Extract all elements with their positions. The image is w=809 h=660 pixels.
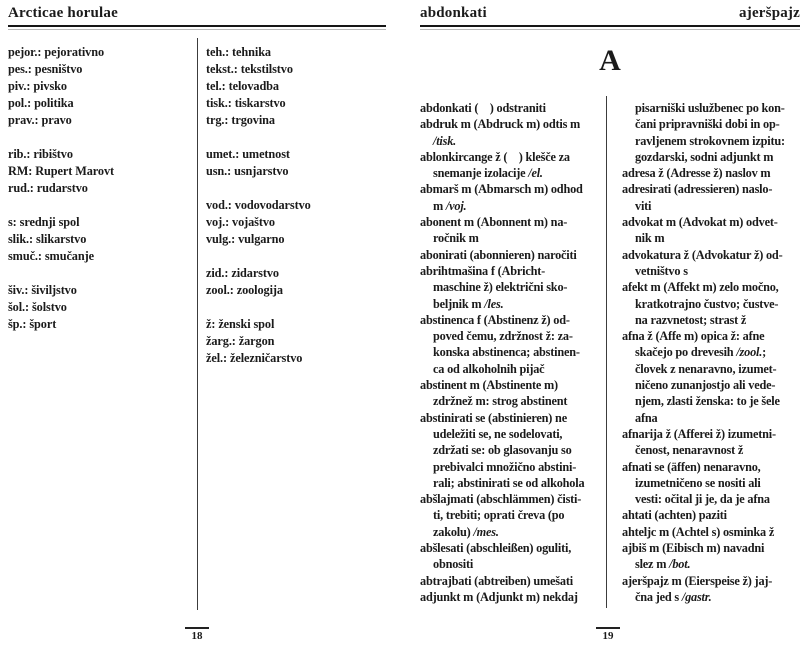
entry-continuation-line — [420, 361, 602, 377]
abbreviation-key: pol.: — [8, 96, 35, 110]
abbreviation-entry — [206, 333, 311, 350]
headword-text: abmarš — [420, 182, 459, 197]
abbreviation-key: smuč.: — [8, 249, 45, 263]
entry-text: čani pripravniški dobi in op- — [635, 117, 780, 132]
entry-column-2 — [622, 100, 800, 605]
headword-text: afekt — [622, 280, 648, 295]
abbreviation-value: zoologija — [236, 283, 283, 297]
entry-text: ravljenem strokovnem izpitu: — [635, 133, 785, 148]
abbreviation-key: vod.: — [206, 198, 235, 212]
abbreviation-key: usn.: — [206, 164, 235, 178]
abbreviation-group — [206, 197, 311, 248]
abbreviation-value: pejorativno — [44, 45, 105, 59]
entry-text: ( ) odstraniti — [471, 101, 546, 115]
abbreviation-value: pesništvo — [34, 62, 83, 76]
abbreviation-value: tiskarstvo — [234, 96, 286, 110]
left-running-head — [8, 4, 386, 22]
entry-text: slez m — [635, 557, 670, 572]
entry-headword-line — [622, 328, 800, 344]
entry-text: ti, trebiti; oprati čreva (po — [433, 508, 565, 523]
abbreviation-key: pes.: — [8, 62, 35, 76]
entry-continuation-line — [420, 524, 602, 540]
entry-text: (abonnieren) naročiti — [466, 247, 577, 262]
entry-continuation-line — [420, 459, 602, 475]
entry-headword-line — [420, 247, 602, 263]
entry-headword-line — [420, 573, 602, 589]
abbreviation-entry — [8, 78, 197, 95]
abbreviation-value: vodovodarstvo — [234, 198, 311, 212]
entry-continuation-line — [622, 410, 800, 426]
entry-text: ž ( ) klešče za — [492, 149, 570, 164]
entry-headword-line — [622, 540, 800, 556]
abbreviation-value: vojaštvo — [232, 215, 275, 229]
left-header-rule — [8, 25, 386, 27]
right-page-footer — [593, 627, 623, 643]
abbreviation-value: smučanje — [44, 249, 94, 263]
field-label-text: /tisk. — [433, 133, 457, 148]
entry-continuation-line — [622, 589, 800, 605]
field-label-text: /gastr. — [681, 589, 712, 604]
abbreviation-value: tekstilstvo — [240, 62, 293, 76]
entry-headword-line — [420, 116, 602, 132]
entry-text: m (Eibisch m) navadni — [646, 541, 765, 556]
section-letter-a: A — [599, 44, 621, 77]
entry-text: m (Advokat m) odvet- — [662, 215, 778, 230]
abbreviation-key: tel.: — [206, 79, 229, 93]
field-label-text: /el. — [528, 166, 543, 181]
right-header-last-word: ajeršpajz — [739, 5, 800, 21]
abbreviation-entry — [8, 61, 197, 78]
entry-headword-line — [420, 540, 602, 556]
abbreviation-key: prav.: — [8, 113, 42, 127]
left-page-column-divider — [197, 38, 198, 610]
entry-text: izumetničeno se nositi ali — [635, 475, 761, 490]
abbreviation-entry — [8, 163, 197, 180]
right-page — [420, 4, 800, 605]
abbreviation-group — [8, 44, 197, 129]
abbreviation-column-1 — [8, 44, 197, 384]
entry-text: m (Abstinente m) — [466, 378, 558, 393]
abbreviation-entry — [8, 282, 197, 299]
entry-text: kratkotrajno čustvo; čustve- — [635, 296, 779, 311]
entry-headword-line — [622, 214, 800, 230]
entry-continuation-line — [420, 279, 602, 295]
headword-text: abrihtmašina — [420, 263, 488, 278]
abbreviation-value: pivsko — [33, 79, 67, 93]
entry-continuation-line — [420, 442, 602, 458]
abbreviation-entry — [206, 197, 311, 214]
entry-headword-line — [622, 181, 800, 197]
entry-text: pisarniški uslužbenec po kon- — [635, 101, 785, 115]
abbreviation-group — [8, 214, 197, 265]
abbreviation-value: šolstvo — [32, 300, 67, 314]
entry-text: ročnik m — [433, 231, 479, 246]
entry-text: m — [433, 198, 446, 213]
abbreviation-key: šiv.: — [8, 283, 32, 297]
abbreviation-group — [206, 316, 311, 367]
right-footer-rule — [596, 627, 620, 629]
entry-text: poved čemu, zdržnost ž: za- — [433, 329, 573, 344]
entry-continuation-line — [622, 393, 800, 409]
entry-text: m (Achtel s) osminka ž — [656, 524, 775, 539]
entry-headword-line — [420, 410, 602, 426]
entry-headword-line — [420, 377, 602, 393]
entry-headword-line — [420, 589, 602, 605]
entry-headword-line — [622, 459, 800, 475]
entry-continuation-line — [622, 556, 800, 572]
headword-text: abdruk — [420, 117, 458, 132]
abbreviation-entry — [206, 112, 311, 129]
abbreviation-entry — [206, 231, 311, 248]
abbreviation-entry — [8, 95, 197, 112]
abbreviation-key: žel.: — [206, 351, 230, 365]
abbreviation-entry — [206, 265, 311, 282]
headword-text: ablonkircange — [420, 149, 493, 164]
abbreviation-entry — [8, 146, 197, 163]
field-label-text: /bot. — [669, 557, 691, 572]
entry-text: zdržnež m: strog abstinent — [433, 394, 568, 409]
entry-text: obnositi — [433, 557, 474, 572]
abbreviation-entry — [8, 316, 197, 333]
abbreviation-value: politika — [34, 96, 74, 110]
headword-text: abstinenca — [420, 312, 475, 327]
entry-continuation-line — [622, 133, 800, 149]
right-header-rule — [420, 25, 800, 27]
right-header-first-word: abdonkati — [420, 5, 487, 21]
abbreviation-key: rib.: — [8, 147, 34, 161]
entry-headword-line — [420, 312, 602, 328]
abbreviation-value: Rupert Marovt — [35, 164, 114, 178]
abbreviation-value: šport — [29, 317, 57, 331]
abbreviation-key: tisk.: — [206, 96, 235, 110]
right-page-column-divider — [606, 96, 607, 608]
abbreviation-entry — [206, 282, 311, 299]
abbreviation-key: voj.: — [206, 215, 233, 229]
headword-text: afnati se — [622, 459, 665, 474]
entry-headword-line — [420, 214, 602, 230]
abbreviation-key: RM: — [8, 164, 36, 178]
headword-text: ajeršpajz — [622, 573, 669, 588]
left-footer-rule — [185, 627, 209, 629]
entry-text: (abstinieren) ne — [485, 410, 567, 425]
abbreviation-entry — [206, 78, 311, 95]
abbreviation-value: šiviljstvo — [31, 283, 77, 297]
entry-text: ž (Afferei ž) izumetni- — [662, 426, 776, 441]
abbreviation-entry — [8, 231, 197, 248]
abbreviation-value: zidarstvo — [231, 266, 279, 280]
entry-continuation-line — [622, 296, 800, 312]
entry-text: prebivalci množično abstini- — [433, 459, 577, 474]
abbreviation-group — [206, 265, 311, 299]
entry-text: ničeno zunanjostjo ali vede- — [635, 378, 776, 393]
headword-text: abšlesati — [420, 541, 464, 556]
abbreviation-key: teh.: — [206, 45, 233, 59]
abbreviation-entry — [206, 350, 311, 367]
abbreviation-entry — [8, 214, 197, 231]
entry-continuation-line — [420, 165, 602, 181]
abbreviation-key: pejor.: — [8, 45, 45, 59]
headword-text: abdonkati — [420, 101, 472, 115]
abbreviation-entry — [8, 299, 197, 316]
entry-text: človek z nenaravno, izumet- — [635, 361, 777, 376]
abbreviation-value: pravo — [41, 113, 72, 127]
entry-text: m (Adjunkt m) nekdaj — [460, 589, 578, 604]
headword-text: advokatura — [622, 247, 681, 262]
headword-text: abonent — [420, 215, 461, 230]
abbreviation-value: usnjarstvo — [234, 164, 289, 178]
abbreviation-value: telovadba — [228, 79, 279, 93]
entry-text: čna jed s — [635, 589, 682, 604]
entry-text: afna — [635, 410, 658, 425]
entry-text: rali; abstinirati se od alkohola — [433, 475, 585, 490]
entry-text: konska abstinenca; abstinen- — [433, 345, 580, 360]
entry-text: ca od alkoholnih pijač — [433, 361, 545, 376]
entry-text: m (Abmarsch m) odhod — [458, 182, 583, 197]
entry-headword-line — [622, 573, 800, 589]
abbreviation-key: ž: — [206, 317, 219, 331]
left-header-rule-shadow — [8, 29, 386, 30]
entry-text: zdržati se: ob glasovanju so — [433, 443, 572, 458]
entry-continuation-line — [420, 393, 602, 409]
entry-text: f (Abricht- — [487, 263, 546, 278]
abbreviation-entry — [206, 61, 311, 78]
abbreviation-entry — [206, 214, 311, 231]
entry-text: ; — [762, 345, 767, 360]
entry-continuation-line — [420, 475, 602, 491]
entry-text: (äffen) nenaravno, — [664, 459, 761, 474]
abbreviation-value: ribištvo — [33, 147, 73, 161]
abbreviation-key: s: — [8, 215, 20, 229]
abbreviation-key: zool.: — [206, 283, 237, 297]
entry-continuation-line — [420, 133, 602, 149]
field-label-text: /zool. — [736, 345, 763, 360]
entry-continuation-line — [622, 263, 800, 279]
entry-continuation-line — [622, 230, 800, 246]
entry-text: f (Abstinenz ž) od- — [474, 312, 570, 327]
entry-text: udeležiti se, ne sodelovati, — [433, 426, 563, 441]
abbreviation-value: vulgarno — [238, 232, 285, 246]
entry-text: snemanje izolacije — [433, 166, 529, 181]
entry-headword-line — [420, 149, 602, 165]
headword-text: abšlajmati — [420, 492, 474, 507]
entry-continuation-line — [622, 344, 800, 360]
headword-text: abtrajbati — [420, 573, 472, 588]
entry-headword-line — [622, 165, 800, 181]
field-label-text: /voj. — [445, 198, 467, 213]
entry-continuation-line — [420, 230, 602, 246]
abbreviation-entry — [206, 146, 311, 163]
entry-text: zakolu) — [433, 524, 474, 539]
entry-continuation-line — [622, 442, 800, 458]
entry-continuation-line — [622, 198, 800, 214]
left-page-footer — [182, 627, 212, 643]
headword-text: afna — [622, 329, 645, 344]
field-label-text: /les. — [484, 296, 504, 311]
abbreviation-group — [206, 146, 311, 180]
abbreviation-value: slikarstvo — [36, 232, 87, 246]
right-page-number: 19 — [602, 630, 614, 642]
abbreviation-key: piv.: — [8, 79, 34, 93]
entry-text: (abtreiben) umešati — [471, 573, 573, 588]
entry-continuation-line — [420, 426, 602, 442]
entry-continuation-line — [420, 344, 602, 360]
entry-continuation-line — [622, 312, 800, 328]
entry-continuation-line — [622, 361, 800, 377]
abbreviation-key: tekst.: — [206, 62, 241, 76]
entry-text: m (Abdruck m) odtis m — [457, 117, 581, 132]
abbreviation-group — [8, 146, 197, 197]
entry-text: (achten) paziti — [651, 508, 727, 523]
entry-continuation-line — [420, 296, 602, 312]
entry-text: njem, zlasti ženska: to je šele — [635, 394, 780, 409]
entry-continuation-line — [420, 328, 602, 344]
entry-text: na razvnetost; strast ž — [635, 312, 747, 327]
entry-headword-line — [420, 181, 602, 197]
entry-text: viti — [635, 198, 652, 213]
abbreviation-key: slik.: — [8, 232, 37, 246]
abbreviation-value: žargon — [238, 334, 275, 348]
abbreviation-entry — [8, 248, 197, 265]
entry-continuation-line — [420, 556, 602, 572]
entry-text: gozdarski, sodni adjunkt m — [635, 149, 774, 164]
entry-text: ž (Advokatur ž) od- — [680, 247, 783, 262]
entry-headword-line — [622, 279, 800, 295]
entry-continuation-line — [420, 198, 602, 214]
headword-text: advokat — [622, 215, 663, 230]
entry-continuation-line — [622, 100, 800, 116]
headword-text: ahtati — [622, 508, 652, 523]
entry-continuation-line — [622, 475, 800, 491]
headword-text: adjunkt — [420, 589, 461, 604]
entry-text: m (Abonnent m) na- — [460, 215, 568, 230]
headword-text: ahteljc — [622, 524, 657, 539]
abbreviation-value: srednji spol — [19, 215, 80, 229]
abbreviation-value: ženski spol — [218, 317, 275, 331]
entry-continuation-line — [622, 116, 800, 132]
right-running-head — [420, 4, 800, 22]
abbreviation-value: trgovina — [231, 113, 275, 127]
abbreviation-column-2 — [197, 44, 311, 384]
entry-text: m (Eierspeise ž) jaj- — [668, 573, 773, 588]
entry-text: čenost, nenaravnost ž — [635, 443, 744, 458]
abbreviation-key: šol.: — [8, 300, 32, 314]
abbreviation-key: žarg.: — [206, 334, 239, 348]
entry-text: (abschlämmen) čisti- — [473, 492, 582, 507]
dictionary-entry-area — [420, 100, 800, 605]
entry-text: maschine ž) električni sko- — [433, 280, 568, 295]
entry-headword-line — [622, 507, 800, 523]
entry-text: ž (Adresse ž) naslov m — [655, 166, 771, 181]
abbreviation-entry — [206, 44, 311, 61]
entry-text: skačejo po drevesih — [635, 345, 737, 360]
abbreviation-entry — [8, 180, 197, 197]
headword-text: abstinirati se — [420, 410, 486, 425]
abbreviation-entry — [8, 112, 197, 129]
abbreviation-key: rud.: — [8, 181, 37, 195]
headword-text: ajbiš — [622, 541, 647, 556]
right-header-rule-shadow — [420, 29, 800, 30]
abbreviation-group — [8, 282, 197, 333]
entry-text: vetništvo s — [635, 263, 688, 278]
left-page-number: 18 — [191, 630, 203, 642]
abbreviation-entry — [8, 44, 197, 61]
abbreviation-key: umet.: — [206, 147, 243, 161]
headword-text: afnarija — [622, 426, 663, 441]
entry-text: m (Affekt m) zelo močno, — [647, 280, 779, 295]
entry-text: ž (Affe m) opica ž: afne — [644, 329, 765, 344]
field-label-text: /mes. — [473, 524, 499, 539]
entry-text: (adressieren) naslo- — [671, 182, 773, 197]
headword-text: adresirati — [622, 182, 672, 197]
abbreviation-key: trg.: — [206, 113, 232, 127]
entry-headword-line — [622, 426, 800, 442]
abbreviation-value: železničarstvo — [229, 351, 303, 365]
abbreviation-value: umetnost — [242, 147, 290, 161]
entry-continuation-line — [622, 491, 800, 507]
headword-text: abonirati — [420, 247, 467, 262]
abbreviation-entry — [206, 316, 311, 333]
entry-text: (abschleißen) oguliti, — [463, 541, 572, 556]
abbreviation-group — [206, 44, 311, 129]
entry-headword-line — [420, 100, 602, 116]
headword-text: adresa — [622, 166, 656, 181]
entry-continuation-line — [420, 507, 602, 523]
entry-text: vesti: očital ji je, da je afna — [635, 492, 770, 507]
entry-continuation-line — [622, 377, 800, 393]
abbreviation-key: šp.: — [8, 317, 30, 331]
entry-column-1 — [420, 100, 602, 605]
abbreviation-value: tehnika — [232, 45, 271, 59]
entry-headword-line — [420, 263, 602, 279]
entry-continuation-line — [622, 149, 800, 165]
abbreviation-value: rudarstvo — [36, 181, 88, 195]
entry-headword-line — [420, 491, 602, 507]
abbreviation-key: zid.: — [206, 266, 232, 280]
entry-headword-line — [622, 524, 800, 540]
entry-text: beljnik m — [433, 296, 485, 311]
abbreviation-entry — [206, 95, 311, 112]
entry-headword-line — [622, 247, 800, 263]
left-header-title: Arcticae horulae — [8, 5, 118, 21]
entry-text: nik m — [635, 231, 665, 246]
headword-text: abstinent — [420, 378, 467, 393]
abbreviation-entry — [206, 163, 311, 180]
abbreviation-key: vulg.: — [206, 232, 239, 246]
